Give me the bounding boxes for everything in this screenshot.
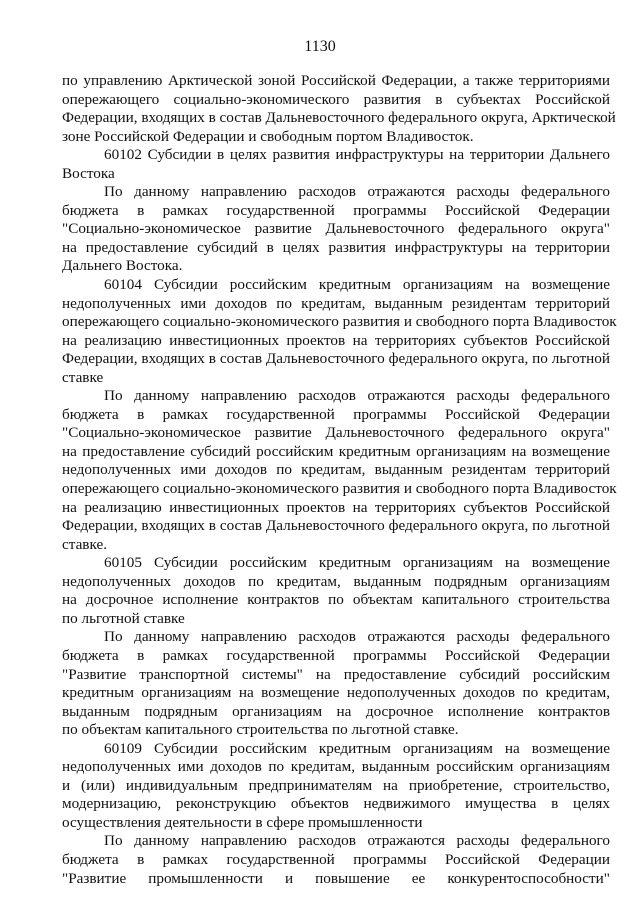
text-line: 60105 Субсидии российским кредитным организациям на возмещение [104, 554, 610, 572]
text-line: Дальнего Востока. [62, 257, 183, 275]
text-line: зоне Российской Федерации и свободным портом Владивосток. [62, 127, 474, 145]
text-line: по объектам капитального строительства по льготной ставке. [62, 721, 459, 739]
text-line: на реализацию инвестиционных проектов на территориях субъектов Российской [62, 498, 610, 516]
paragraph [62, 832, 610, 888]
section-heading-60105 [62, 554, 610, 628]
text-line: ставке. [62, 535, 108, 553]
text-line: недополученных ими доходов по кредитам, выданным резидентам территорий [62, 294, 610, 312]
text-line: Востока [62, 164, 115, 182]
text-line: Федерации, входящих в состав Дальневосточного федерального округа, по льготной [62, 350, 610, 368]
text-line: недополученных ими доходов по кредитам, выданным резидентам территорий [62, 461, 610, 479]
text-line: бюджета в рамках государственной программы Российской Федерации [62, 646, 610, 664]
text-line: 60102 Субсидии в целях развития инфраструктуры на территории Дальнего [104, 146, 610, 164]
text-line: "Развитие промышленности и повышение ее конкурентоспособности" [62, 869, 610, 887]
text-line: Федерации, входящих в состав Дальневосточного федерального округа, Арктической [62, 109, 616, 127]
text-line: Федерации, входящих в состав Дальневосточного федерального округа, по льготной [62, 517, 610, 535]
text-line: бюджета в рамках государственной программы Российской Федерации [62, 201, 610, 219]
text-line: По данному направлению расходов отражаются расходы федерального [104, 628, 610, 646]
text-line: опережающего социально-экономического развития в субъектах Российской [62, 90, 610, 108]
text-line: кредитным организациям на возмещение недополученных доходов по кредитам, [62, 684, 610, 702]
text-line: и (или) индивидуальным предпринимателям на приобретение, строительство, [62, 776, 610, 794]
text-line: бюджета в рамках государственной программы Российской Федерации [62, 850, 610, 868]
text-line: опережающего социально-экономического развития и свободного порта Владивосток [62, 313, 617, 331]
section-heading-60104 [62, 276, 617, 387]
text-line: "Развитие транспортной системы" на предоставление субсидий российским [62, 665, 610, 683]
text-line: По данному направлению расходов отражаются расходы федерального [104, 832, 610, 850]
text-line: 60104 Субсидии российским кредитным организациям на возмещение [104, 276, 610, 294]
document-body [62, 72, 617, 888]
text-line: на предоставление субсидий в целях развития инфраструктуры на территории [62, 238, 610, 256]
text-line: на досрочное исполнение контрактов по объектам капитального строительства [62, 591, 610, 609]
text-line: выданным подрядным организациям на досрочное исполнение контрактов [62, 702, 610, 720]
text-line: По данному направлению расходов отражаются расходы федерального [104, 183, 610, 201]
text-line: на предоставление субсидий российским кредитным организациям на возмещение [62, 442, 610, 460]
section-heading-60102 [62, 146, 610, 183]
paragraph [62, 387, 617, 554]
text-line: "Социально-экономическое развитие Дальневосточного федерального округа" [62, 424, 610, 442]
text-line: 60109 Субсидии российским кредитным организациям на возмещение [104, 739, 610, 757]
text-line: по управлению Арктической зоной Российской Федерации, а также территориями [62, 72, 610, 89]
text-line: ставке [62, 368, 104, 386]
paragraph [62, 183, 610, 276]
paragraph [62, 72, 616, 146]
text-line: По данному направлению расходов отражаются расходы федерального [104, 387, 610, 405]
paragraph [62, 628, 610, 739]
text-line: осуществления деятельности в сфере промышленности [62, 813, 423, 831]
text-line: бюджета в рамках государственной программы Российской Федерации [62, 405, 610, 423]
text-line: "Социально-экономическое развитие Дальневосточного федерального округа" [62, 220, 610, 238]
text-line: недополученных доходов по кредитам, выданным подрядным организациям [62, 572, 610, 590]
text-line: на реализацию инвестиционных проектов на территориях субъектов Российской [62, 331, 610, 349]
page-number: 1130 [304, 38, 336, 55]
text-line: по льготной ставке [62, 609, 185, 627]
section-heading-60109 [62, 740, 610, 833]
text-line: опережающего социально-экономического развития и свободного порта Владивосток [62, 480, 617, 498]
text-line: недополученных ими доходов по кредитам, выданным российским организациям [62, 758, 610, 776]
text-line: модернизацию, реконструкцию объектов недвижимого имущества в целях [62, 795, 610, 813]
